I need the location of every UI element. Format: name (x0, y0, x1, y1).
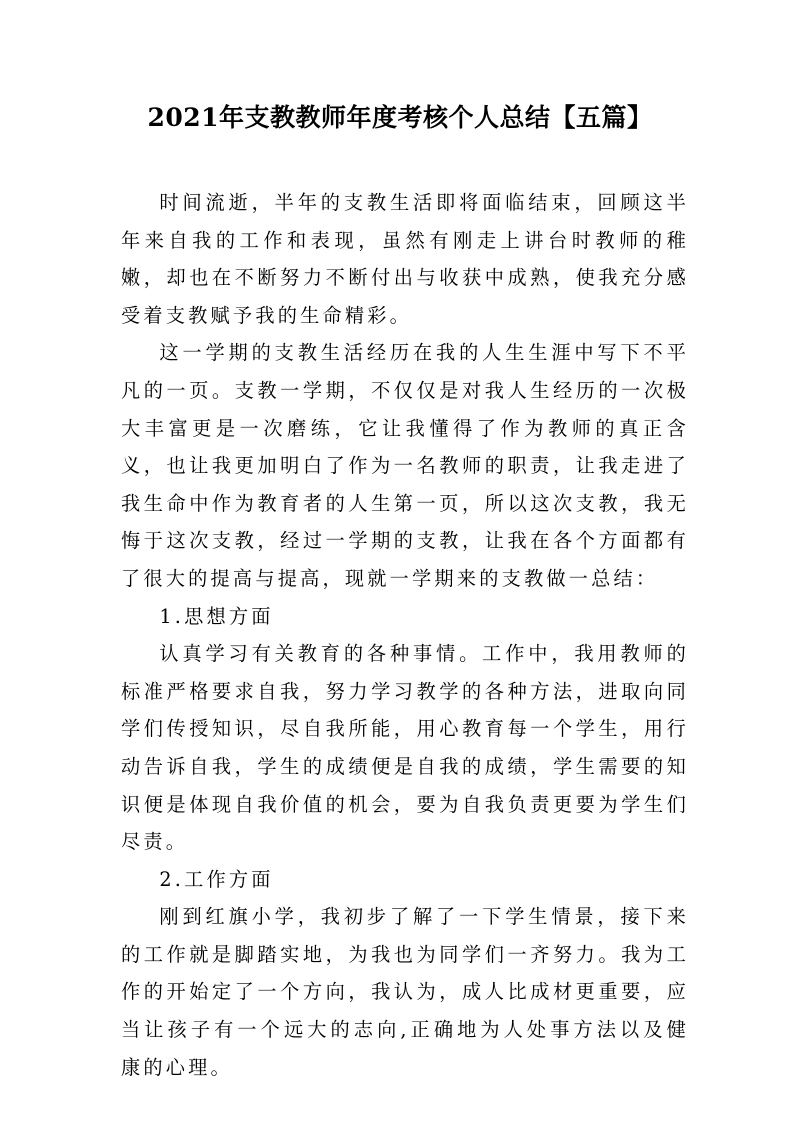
section-heading-work: 2.工作方面 (159, 867, 274, 891)
paragraph-semester: 这一学期的支教生活经历在我的人生生涯中写下不平凡的一页。支教一学期，不仅仅是对我人生经历的一次极大丰富更是一次磨练，它让我懂得了作为教师的真正含义，也让我更加明白了作为一名教师的职责，让我走进了我生命中作为教育者的人生第一页，所以这次支教，我无悔于这次支教，经过一学期的支教，让我在各个方面都有了很大的提高与提高，现就一学期来的支教做一总结： (121, 341, 689, 590)
paragraph-intro: 时间流逝，半年的支教生活即将面临结束，回顾这半年来自我的工作和表现，虽然有刚走上讲台时教师的稚嫩，却也在不断努力不断付出与收获中成熟，使我充分感受着支教赋予我的生命精彩。 (121, 191, 689, 327)
document-body (121, 184, 689, 1086)
section-heading-thought: 1.思想方面 (159, 604, 274, 628)
paragraph-thought: 认真学习有关教育的各种事情。工作中，我用教师的标准严格要求自我，努力学习教学的各种方法，进取向同学们传授知识，尽自我所能，用心教育每一个学生，用行动告诉自我，学生的成绩便是自我的成绩，学生需要的知识便是体现自我价值的机会，要为自我负责更要为学生们尽责。 (121, 642, 689, 854)
paragraph-work: 刚到红旗小学，我初步了解了一下学生情景，接下来的工作就是脚踏实地，为我也为同学们一齐努力。我为工作的开始定了一个方向，我认为，成人比成材更重要，应当让孩子有一个远大的志向,正确地为人处事方法以及健康的心理。 (121, 905, 689, 1079)
document-title: 2021年支教教师年度考核个人总结【五篇】 (147, 103, 653, 132)
